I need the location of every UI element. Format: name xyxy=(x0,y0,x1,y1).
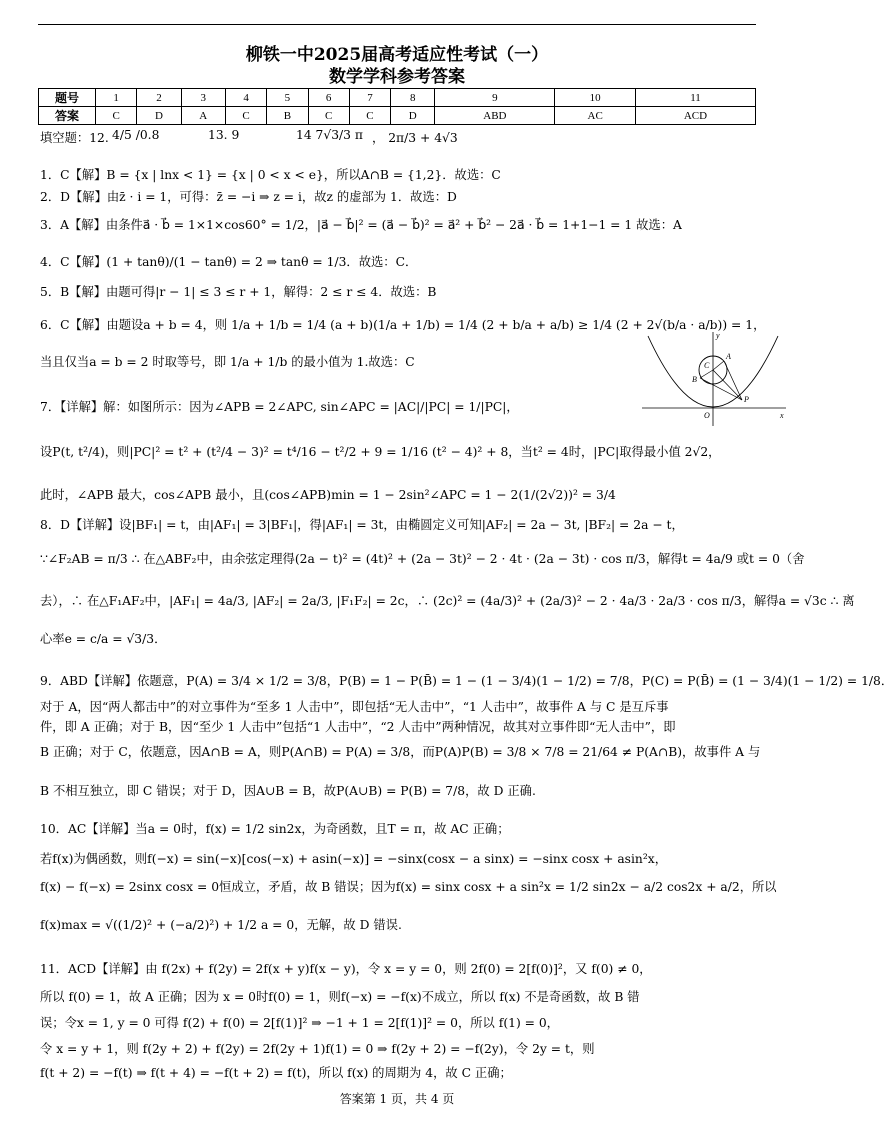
question-number: 3 xyxy=(181,89,225,107)
solution-line: 4．C【解】(1 + tanθ)/(1 − tanθ) = 2 ⇒ tanθ = 1/3．故选：C． xyxy=(40,255,418,269)
question-number: 11 xyxy=(635,89,755,107)
solution-line: 所以 f(0) = 1，故 A 正确；因为 x = 0时f(0) = 1，则f(−x) = −f(x)不成立，所以 f(x) 不是奇函数，故 B 错 xyxy=(40,990,640,1004)
segment-ca xyxy=(713,361,724,370)
answer-cell: C xyxy=(96,107,137,125)
question-number: 7 xyxy=(349,89,390,107)
solution-line: ∵∠F₂AB = π/3 ∴ 在△ABF₂中，由余弦定理得(2a − t)² = (4t)² + (2a − 3t)² − 2 · 4t · (2a − 3t) · cos π/3，解得t = 4a/9 或t = 0（舍 xyxy=(40,552,805,566)
solution-line: 5．B【解】由题可得|r − 1| ≤ 3 ≤ r + 1，解得：2 ≤ r ≤ 4．故选：B xyxy=(40,285,437,299)
question-number: 6 xyxy=(308,89,349,107)
question-number: 9 xyxy=(435,89,555,107)
label-p: P xyxy=(744,395,749,404)
solution-line: 9．ABD【详解】依题意，P(A) = 3/4 × 1/2 = 3/8，P(B) = 1 − P(B̄) = 1 − (1 − 3/4)(1 − 1/2) = 7/8，P(C) = P(B̄) = (1 − 3/4)(1 − 1/2) = 1/8． xyxy=(40,674,893,688)
question-number: 2 xyxy=(137,89,181,107)
question-number: 10 xyxy=(555,89,636,107)
solution-line: 8．D【详解】设|BF₁| = t，由|AF₁| = 3|BF₁|，得|AF₁| = 3t，由椭圆定义可知|AF₂| = 2a − 3t, |BF₂| = 2a − t， xyxy=(40,518,684,532)
answer-cell: C xyxy=(225,107,266,125)
solution-line: 3．A【解】由条件a⃗ · b⃗ = 1×1×cos60° = 1/2，|a⃗ − b⃗|² = (a⃗ − b⃗)² = a⃗² + b⃗² − 2a⃗ · b⃗ = 1+1−1 = 1 故选：A xyxy=(40,218,682,232)
solution-line: 7．【详解】解：如图所示：因为∠APB = 2∠APC, sin∠APC = |AC|/|PC| = 1/|PC|， xyxy=(40,400,519,414)
solution-line: 6．C【解】由题设a + b = 4，则 1/a + 1/b = 1/4 (a + b)(1/a + 1/b) = 1/4 (2 + b/a + a/b) ≥ 1/4 (2 + 2√(b/a · a/b)) = 1， xyxy=(40,318,766,332)
solution-line: 去），∴ 在△F₁AF₂中，|AF₁| = 4a/3, |AF₂| = 2a/3, |F₁F₂| = 2c，∴ (2c)² = (4a/3)² + (2a/3)² − 2 · 4a/3 · 2a/3 · cos π/3，解得a = √3c ∴ 离 xyxy=(40,594,855,608)
answer-cell: ACD xyxy=(635,107,755,125)
page-footer: 答案第 1 页，共 4 页 xyxy=(339,1092,455,1106)
question-label: 题号 xyxy=(39,89,96,107)
label-y: y xyxy=(716,331,720,340)
fill-in-14: 14 7√3/3 π xyxy=(296,128,363,142)
solution-line: 10．AC【详解】当a = 0时，f(x) = 1/2 sin2x，为奇函数，且T = π，故 AC 正确； xyxy=(40,822,510,836)
label-b: B xyxy=(692,375,697,384)
exam-title: 柳铁一中2025届高考适应性考试（一） xyxy=(245,45,549,65)
solution-line: 设P(t, t²/4)，则|PC|² = t² + (t²/4 − 3)² = t⁴/16 − t²/2 + 9 = 1/16 (t² − 4)² + 8，当t² = 4时，|PC|取得最小值 2√2， xyxy=(40,445,721,459)
solution-line: 误；令x = 1, y = 0 可得 f(2) + f(0) = 2[f(1)]² ⇒ −1 + 1 = 2[f(1)]² = 0，所以 f(1) = 0， xyxy=(40,1016,559,1030)
solution-line: f(x) − f(−x) = 2sinx cosx = 0恒成立，矛盾，故 B 错误；因为f(x) = sinx cosx + a sin²x = 1/2 sin2x − a/2 cos2x + a/2，所以 xyxy=(40,880,777,894)
fill-in-12: 4/5 /0.8 xyxy=(112,128,160,142)
fill-in-label: 填空题：12. xyxy=(40,131,109,145)
fill-in-13: 13. 9 xyxy=(208,128,240,142)
question-number: 1 xyxy=(96,89,137,107)
solution-line: 令 x = y + 1，则 f(2y + 2) + f(2y) = 2f(2y + 1)f(1) = 0 ⇒ f(2y + 2) = −f(2y)，令 2y = t，则 xyxy=(40,1042,595,1056)
fill-in-15: ， 2π/3 + 4√3 xyxy=(372,131,458,145)
answer-cell: D xyxy=(137,107,181,125)
segment-cb xyxy=(700,370,713,378)
segment-pc xyxy=(713,370,742,400)
answer-cell: D xyxy=(391,107,435,125)
question-number-row xyxy=(39,89,756,107)
answer-cell: ABD xyxy=(435,107,555,125)
solution-line: 若f(x)为偶函数，则f(−x) = sin(−x)[cos(−x) + asin(−x)] = −sinx(cosx − a sinx) = −sinx cosx + asin²x， xyxy=(40,852,667,866)
answer-cell: C xyxy=(349,107,390,125)
parabola-circle-figure xyxy=(640,328,790,428)
label-x: x xyxy=(780,411,784,420)
answer-table xyxy=(38,88,756,125)
solution-line: 11．ACD【详解】由 f(2x) + f(2y) = 2f(x + y)f(x − y)，令 x = y = 0，则 2f(0) = 2[f(0)]²，又 f(0) ≠ 0， xyxy=(40,962,652,976)
solution-line: f(x)max = √((1/2)² + (−a/2)²) + 1/2 a = 0，无解，故 D 错误. xyxy=(40,918,402,932)
question-number: 4 xyxy=(225,89,266,107)
solution-line: B 正确；对于 C，依题意，因A∩B = A，则P(A∩B) = P(A) = 3/8，而P(A)P(B) = 3/8 × 7/8 = 21/64 ≠ P(A∩B)，故事件 A 与 xyxy=(40,745,761,759)
tangent-pa xyxy=(724,361,742,400)
solution-line: B 不相互独立，即 C 错误；对于 D，因A∪B = B，故P(A∪B) = P(B) = 7/8，故 D 正确. xyxy=(40,784,536,798)
solution-line: 心率e = c/a = √3/3． xyxy=(40,632,167,646)
answer-cell: A xyxy=(181,107,225,125)
answer-label: 答案 xyxy=(39,107,96,125)
solution-line: 件，即 A 正确；对于 B，因“至少 1 人击中”包括“1 人击中”，“2 人击中”两种情况，故其对立事件即“无人击中”，即 xyxy=(40,720,676,734)
exam-subtitle: 数学学科参考答案 xyxy=(329,67,465,87)
solution-line: 1．C【解】B = {x | lnx < 1} = {x | 0 < x < e}，所以A∩B = {1,2}．故选：C xyxy=(40,168,501,182)
question-number: 8 xyxy=(391,89,435,107)
label-c: C xyxy=(704,361,710,370)
answer-cell: C xyxy=(308,107,349,125)
label-o: O xyxy=(704,411,710,420)
solution-line: 2．D【解】由z̄ · i = 1，可得：z̄ = −i ⇒ z = i，故z 的虚部为 1．故选：D xyxy=(40,190,457,204)
solution-line: 当且仅当a = b = 2 时取等号，即 1/a + 1/b 的最小值为 1.故选：C xyxy=(40,355,415,369)
answer-cell: B xyxy=(267,107,308,125)
solution-line: f(t + 2) = −f(t) ⇒ f(t + 4) = −f(t + 2) = f(t)，所以 f(x) 的周期为 4，故 C 正确； xyxy=(40,1066,512,1080)
answer-row xyxy=(39,107,756,125)
question-number: 5 xyxy=(267,89,308,107)
solution-line: 对于 A，因“两人都击中”的对立事件为“至多 1 人击中”，即包括“无人击中”，“1 人击中”，故事件 A 与 C 是互斥事 xyxy=(40,700,669,714)
label-a: A xyxy=(726,352,731,361)
header-rule xyxy=(38,24,756,25)
solution-line: 此时，∠APB 最大，cos∠APB 最小，且(cos∠APB)min = 1 − 2sin²∠APC = 1 − 2(1/(2√2))² = 3/4 xyxy=(40,488,616,502)
answer-cell: AC xyxy=(555,107,636,125)
